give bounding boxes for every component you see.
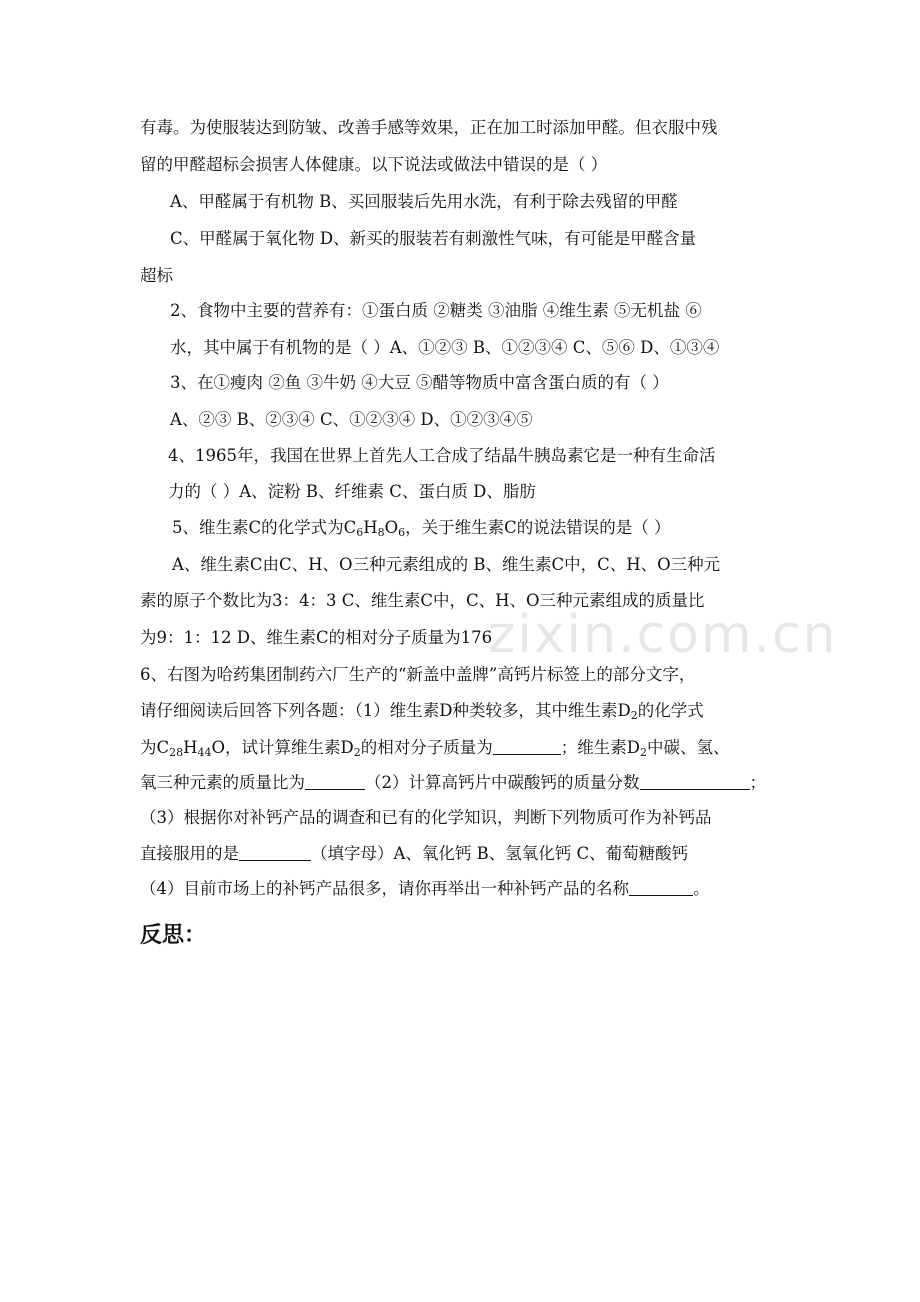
question-2: 2、食物中主要的营养有：①蛋白质 ②糖类 ③油脂 ④维生素 ⑤无机盐 ⑥ [170, 301, 702, 320]
question-6-line: 直接服用的是 （填字母）A、氧化钙 B、氢氧化钙 C、葡萄糖酸钙 [140, 844, 689, 863]
question-4-options: 力的（ ）A、淀粉 B、纤维素 C、蛋白质 D、脂肪 [168, 482, 536, 501]
question-3: 3、在①瘦肉 ②鱼 ③牛奶 ④大豆 ⑤醋等物质中富含蛋白质的有（ ） [170, 373, 669, 392]
answer-blank[interactable] [239, 842, 311, 861]
question-5-option-d: 为9：1：12 D、维生素C的相对分子质量为176 [140, 628, 493, 647]
question-5: 5、维生素C的化学式为$C_6H_8O_6$，关于维生素C的说法错误的是（ ） [172, 518, 671, 539]
option-line: C、甲醛属于氧化物 D、新买的服装若有刺激性气味，有可能是甲醛含量 [170, 229, 697, 248]
question-6-line: 为$C_{28}H_{44}O$，试计算维生素$D_2$的相对分子质量为 ；维生素$D_2$中碳、氢、 [140, 738, 730, 759]
text-line: 超标 [140, 266, 173, 285]
answer-blank[interactable] [493, 736, 561, 755]
question-6-line: （4）目前市场上的补钙产品很多，请你再举出一种补钙产品的名称 。 [140, 879, 710, 898]
question-6: 6、右图为哈药集团制药六厂生产的“新盖中盖牌”高钙片标签上的部分文字， [140, 665, 696, 684]
question-5-option-c: 素的原子个数比为3：4：3 C、维生素C中，C、H、O三种元素组成的质量比 [140, 591, 705, 610]
question-6-line: 请仔细阅读后回答下列各题：（1）维生素D种类较多，其中维生素$D_2$的化学式 [140, 701, 704, 722]
question-6-line: （3）根据你对补钙产品的调查和已有的化学知识，判断下列物质可作为补钙品 [140, 808, 712, 827]
answer-blank[interactable] [629, 877, 693, 896]
answer-blank[interactable] [640, 771, 750, 790]
option-line: A、甲醛属于有机物 B、买回服装后先用水洗，有利于除去残留的甲醛 [170, 192, 678, 211]
watermark: zixin.com.cn [488, 605, 838, 665]
question-5-option-ab: A、维生素C由C、H、O三种元素组成的 B、维生素C中，C、H、O三种元 [172, 555, 721, 574]
question-2-options: 水，其中属于有机物的是（ ）A、①②③ B、①②③④ C、⑤⑥ D、①③④ [170, 338, 720, 357]
answer-blank[interactable] [305, 771, 365, 790]
question-4: 4、1965年，我国在世界上首先人工合成了结晶牛胰岛素它是一种有生命活 [168, 446, 716, 465]
text-line: 有毒。为使服装达到防皱、改善手感等效果，正在加工时添加甲醛。但衣服中残 [140, 118, 718, 137]
question-3-options: A、②③ B、②③④ C、①②③④ D、①②③④⑤ [170, 410, 533, 429]
text-line: 留的甲醛超标会损害人体健康。以下说法或做法中错误的是（ ） [140, 155, 608, 174]
reflection-heading: 反思： [140, 923, 207, 948]
question-6-line: 氧三种元素的质量比为 （2）计算高钙片中碳酸钙的质量分数 ； [140, 773, 766, 792]
